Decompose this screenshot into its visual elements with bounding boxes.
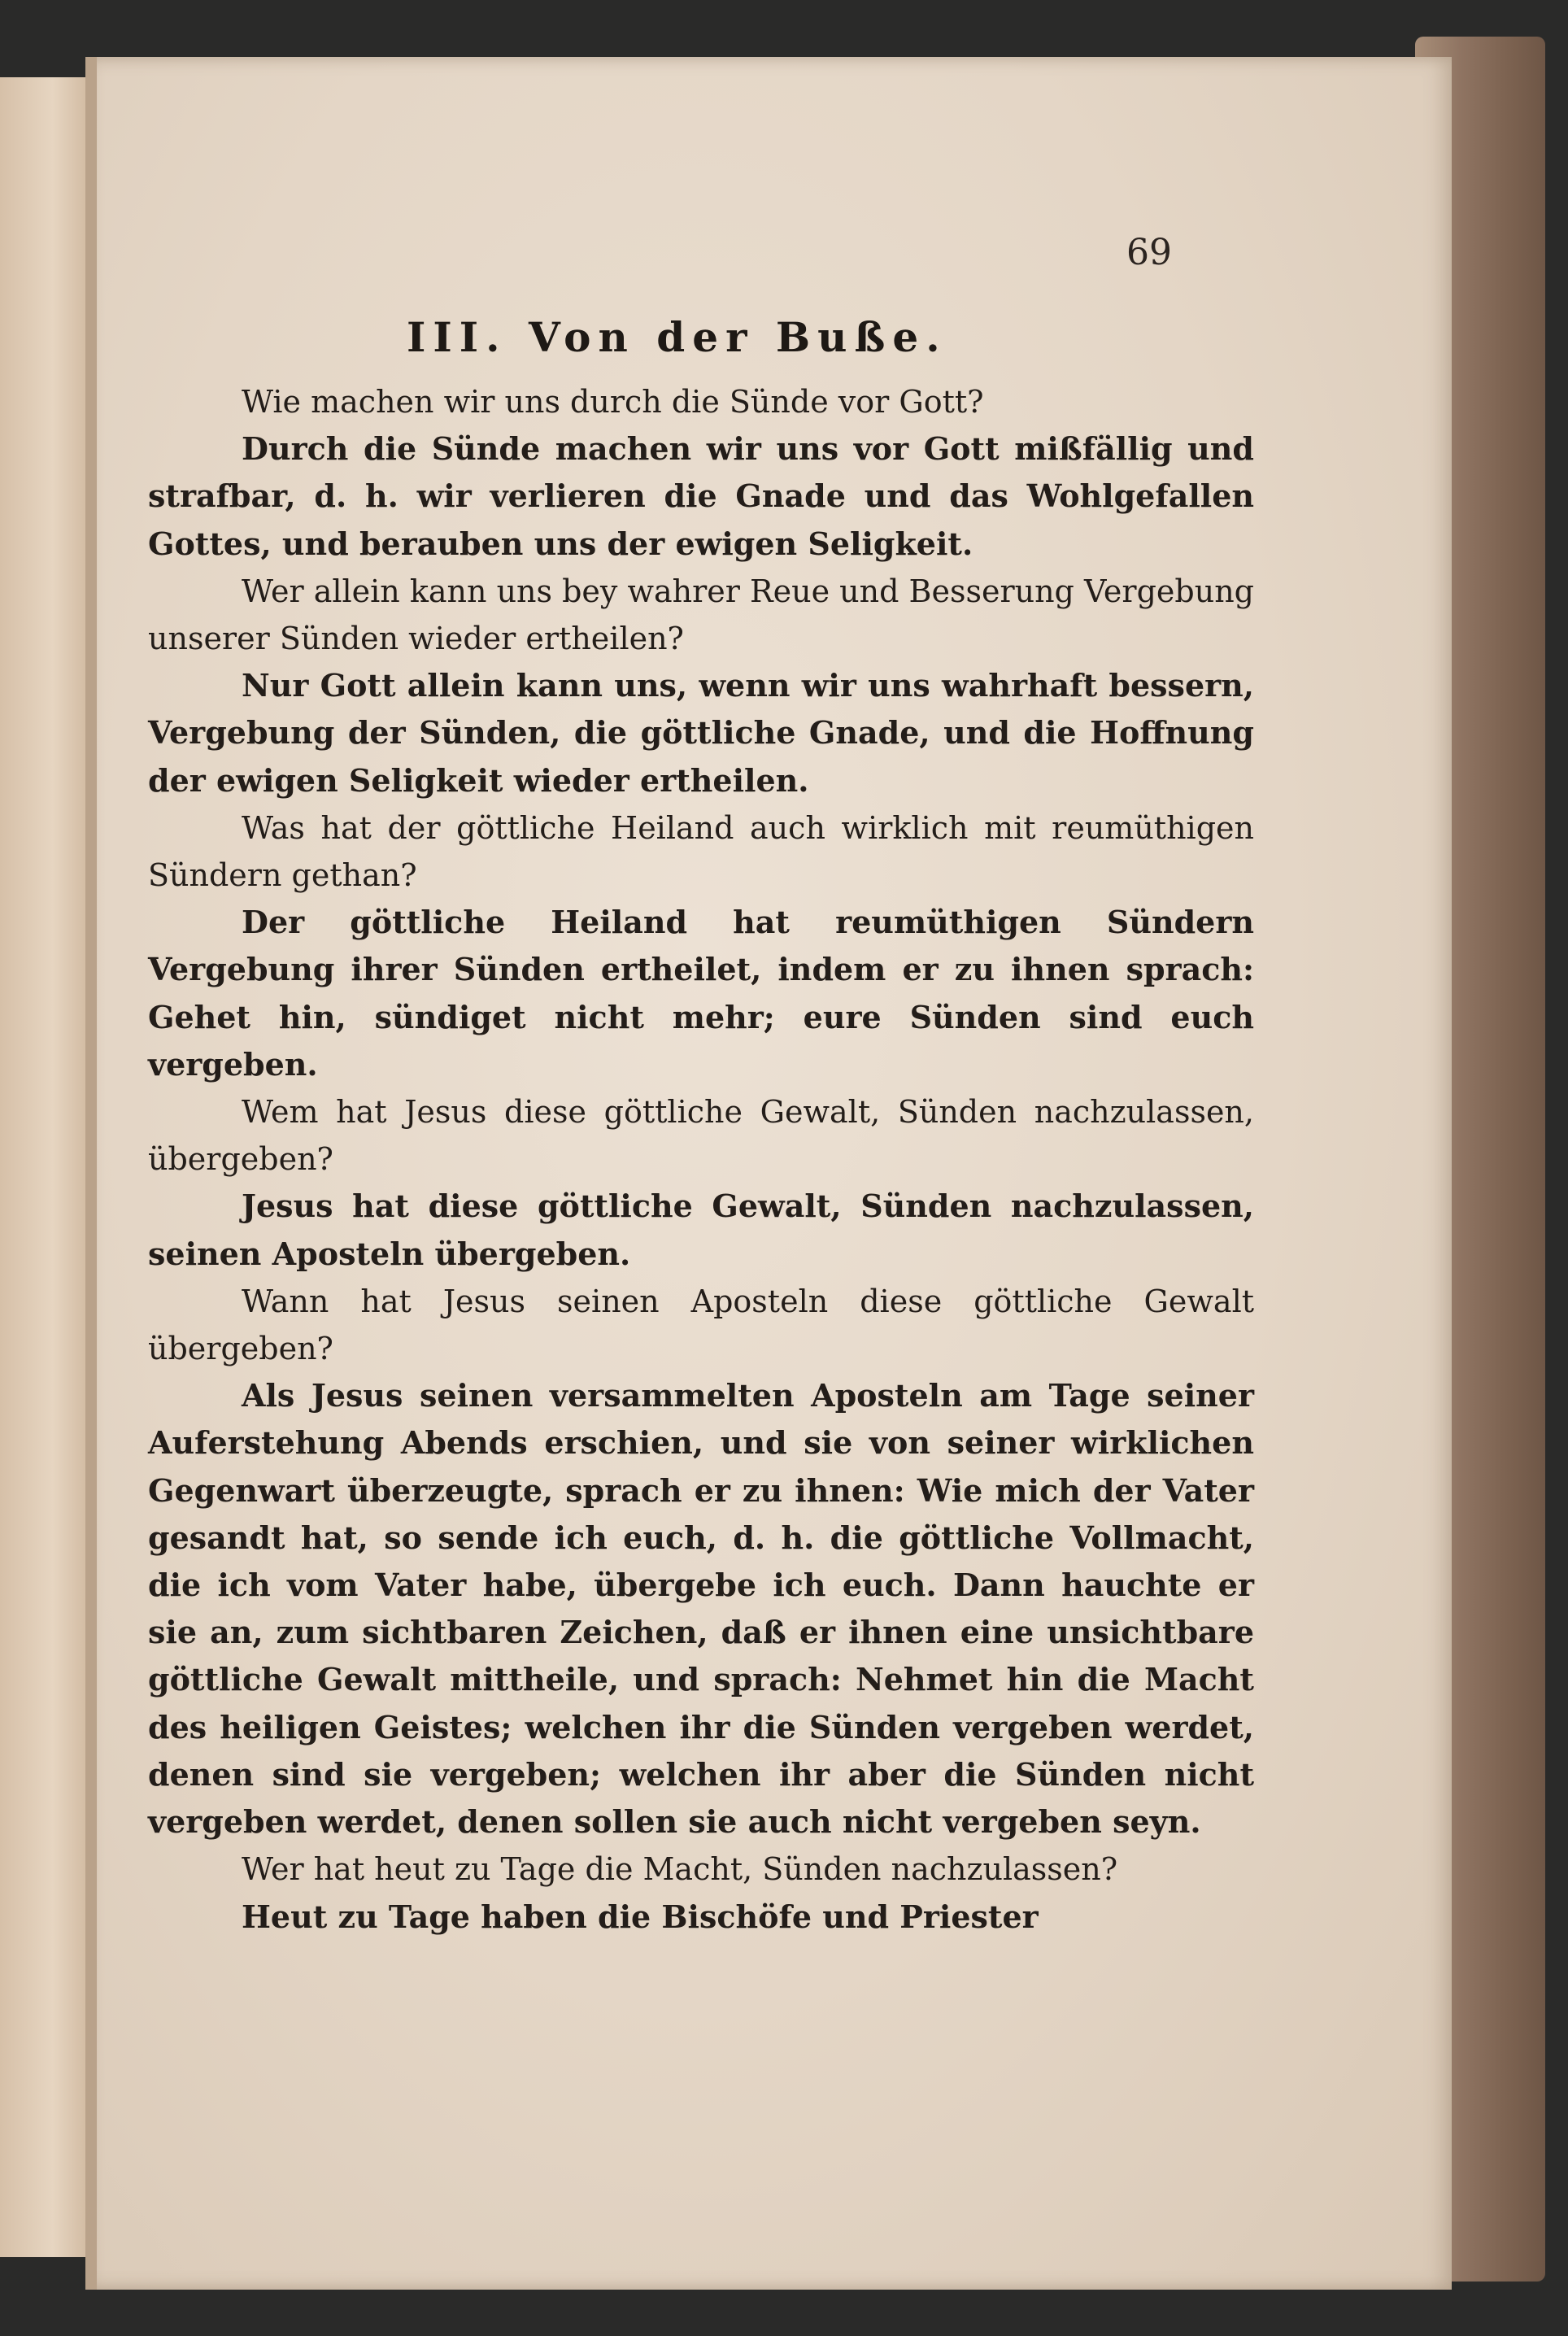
question-2: Wer allein kann uns bey wahrer Reue und Besserung Vergebung unserer Sünden wieder ertheilen?: [148, 573, 1254, 657]
answer-3: Der göttliche Heiland hat reumüthigen Sündern Vergebung ihrer Sünden ertheilet, indem er zu ihnen sprach: Gehet hin, sündiget nicht mehr; eure Sünden sind euch vergeben.: [148, 904, 1254, 1083]
page-number: 69: [1126, 232, 1172, 273]
page-gutter: [85, 57, 97, 2290]
question-1: Wie machen wir uns durch die Sünde vor Gott?: [242, 384, 984, 420]
answer-4: Jesus hat diese göttliche Gewalt, Sünden nachzulassen, seinen Aposteln übergeben.: [148, 1188, 1254, 1272]
question-4: Wem hat Jesus diese göttliche Gewalt, Sünden nachzulassen, übergeben?: [148, 1094, 1254, 1178]
answer-2: Nur Gott allein kann uns, wenn wir uns wahrhaft bessern, Vergebung der Sünden, die göttliche Gnade, und die Hoffnung der ewigen Seligkeit wieder ertheilen.: [148, 667, 1254, 799]
answer-6: Heut zu Tage haben die Bischöfe und Priester: [242, 1898, 1039, 1935]
question-6: Wer hat heut zu Tage die Macht, Sünden nachzulassen?: [242, 1851, 1118, 1888]
answer-5: Als Jesus seinen versammelten Aposteln am Tage seiner Auferstehung Abends erschien, und sie von seiner wirklichen Gegenwart überzeugte, sprach er zu ihnen: Wie mich der Vater gesandt hat, so sende ich euch, d. h. die göttliche Vollmacht, die ich vom Vater habe, übergebe ich euch. Dann hauchte er sie an, zum sichtbaren Zeichen, daß er ihnen eine unsichtbare göttliche Gewalt mittheile, und sprach: Nehmet hin die Macht des heiligen Geistes; welchen ihr die Sünden vergeben werdet, denen sind sie vergeben; welchen ihr aber die Sünden nicht vergeben werdet, denen sollen sie auch nicht vergeben seyn.: [148, 1377, 1254, 1841]
chapter-title: III. Von der Buße.: [407, 313, 947, 361]
question-3: Was hat der göttliche Heiland auch wirklich mit reumüthigen Sündern gethan?: [148, 809, 1254, 894]
question-5: Wann hat Jesus seinen Aposteln diese göttliche Gewalt übergeben?: [148, 1283, 1254, 1367]
catechism-text: [148, 378, 1254, 1941]
previous-page-edge: [0, 77, 98, 2257]
answer-1: Durch die Sünde machen wir uns vor Gott mißfällig und strafbar, d. h. wir verlieren die Gnade und das Wohlgefallen Gottes, und berauben uns der ewigen Seligkeit.: [148, 430, 1254, 562]
